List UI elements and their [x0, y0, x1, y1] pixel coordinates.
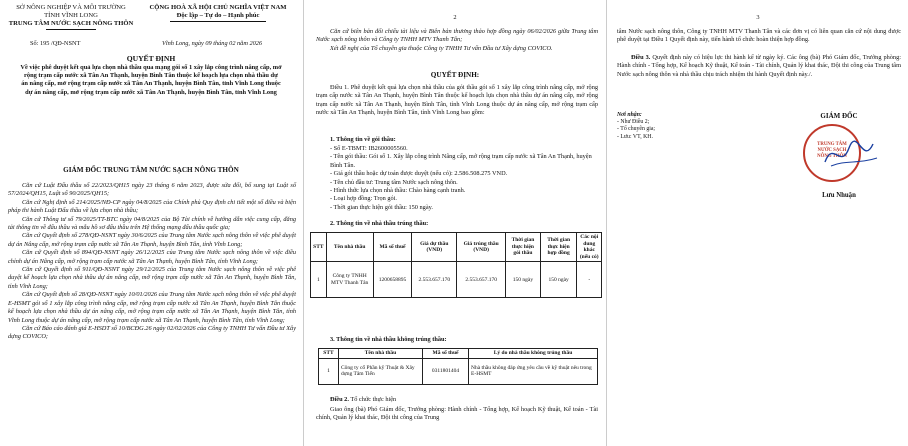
legal-basis: Căn cứ Báo cáo đánh giá E-HSDT số 10/BCĐG.26 ngày 02/02/2026 của Công ty TNHH Tư vấn Đầu tư Xây dựng COVICO; [8, 324, 296, 341]
table-header-cell: Giá dự thầu (VND) [412, 233, 457, 262]
table-header-cell: STT [311, 233, 327, 262]
table-cell: 2.553.657.170 [412, 262, 457, 298]
legal-basis: Căn cứ biên bản đối chiếu tài liệu và Biên bản thương thảo hợp đồng ngày 06/02/2026 giữa Trung tâm Nước sạch nông thôn và Công ty TNHH MTV Thanh Tân; [316, 28, 598, 44]
recipient-item: - Lưu: VT, KH. [617, 133, 653, 140]
issuer-underline [46, 29, 96, 30]
table-cell: Công ty cổ Phần kỹ Thuật & Xây dựng Tâm Tiến [339, 358, 423, 384]
table-header-cell: Giá trúng thầu (VND) [457, 233, 506, 262]
package-info-item: - Tên chủ đầu tư: Trung tâm Nước sạch nông thôn. [330, 178, 458, 186]
place-date: Vĩnh Long, ngày 09 tháng 02 năm 2026 [162, 40, 263, 47]
table-header-cell: Thời gian thực hiện gói thầu [506, 233, 541, 262]
article-2-lead: Tổ chức thực hiện [348, 396, 397, 403]
decide-heading: QUYẾT ĐỊNH: [430, 71, 480, 79]
table-row [319, 358, 598, 384]
recipients-title: Nơi nhận: [617, 112, 642, 118]
table-cell: 150 ngày [506, 262, 541, 298]
document-page-2 [303, 0, 605, 446]
table-cell: 1 [319, 358, 339, 384]
table-cell: 0311801404 [423, 358, 469, 384]
table-header-cell: Tên nhà thầu [326, 233, 373, 262]
legal-basis: Xét đề nghị của Tổ chuyên gia thuộc Công ty TNHH Tư vấn Đầu tư Xây dựng COVICO. [330, 44, 553, 52]
article-2-continued: tâm Nước sạch nông thôn, Công ty TNHH MTV Thanh Tân và các đơn vị có liên quan căn cứ nội dung được phê duyệt tại Điều 1 Quyết định này, tiến hành tổ chức hoàn thiện hợp đồng. [617, 28, 901, 44]
package-info-item: - Loại hợp đồng: Trọn gói. [330, 195, 398, 203]
legal-bases [8, 182, 296, 342]
republic-underline [170, 21, 266, 22]
article-3-title: Điều 3. [631, 54, 651, 61]
signer-name: Lưu Nhuận [822, 192, 856, 199]
article-2-text: Giao ông (bà) Phó Giám đốc, Trưởng phòng: Hành chính - Tổng hợp, Kế hoạch Kỹ thuật, Kế toán - Tài chính, Quản lý khai thác, Đội thi công của Trung [316, 406, 598, 422]
republic-block [136, 4, 300, 22]
legal-basis: Căn cứ Quyết định số 28/QĐ-NSNT ngày 10/01/2026 của Trung tâm Nước sạch nông thôn về việc phê duyệt E-HSMT gói số 1 xây lắp công trình nâng cấp, mở rộng trạm cấp nước xã Tân An Thạnh, huyện Bình Tân thuộc kế hoạch lựa chọn nhà thầu dự án nâng cấp, mở rộng trạm cấp nước xã Tân An Thạnh, huyện Bình Tân, tỉnh Vĩnh Long thuộc dự án nâng cấp, mở rộng trạm cấp nước xã Tân An Thạnh, huyện Bình Tân, tỉnh Vĩnh Long; [8, 291, 296, 324]
article-1: Điều 1. Phê duyệt kết quả lựa chọn nhà thầu của gói thầu gói số 1 xây lắp công trình nâng cấp, mở rộng trạm cấp nước xã Tân An Thạnh, huyện Bình Tân thuộc kế hoạch lựa chọn nhà thầu dự án nâng cấp, mở rộng trạm cấp nước xã Tân An Thạnh, huyện Bình Tân, tỉnh Vĩnh Long thuộc dự án nâng cấp, mở rộng trạm cấp nước xã Tân An Thạnh, huyện Bình Tân, tỉnh Vĩnh Long bao gồm: [316, 84, 598, 117]
table-row [311, 262, 602, 298]
document-page-3 [606, 0, 908, 446]
legal-basis: Căn cứ Thông tư số 79/2025/TT-BTC ngày 04/8/2025 của Bộ Tài chính về hướng dẫn việc cung cấp, đăng tải thông tin về đấu thầu và mẫu hồ sơ đấu thầu trên Hệ thống mạng đấu thầu quốc gia; [8, 215, 296, 232]
ministry-line-2: TỈNH VĨNH LONG [44, 12, 98, 19]
legal-basis: Căn cứ Quyết định số 278/QĐ-NSNT ngày 30/6/2025 của Trung tâm Nước sạch nông thôn về việc phê duyệt dự án Nâng cấp, mở rộng trạm cấp nước xã Tân An Thạnh, huyện Bình Tân, tỉnh Vĩnh Long; [8, 232, 296, 248]
recipient-item: - Như Điều 2; [617, 119, 650, 126]
signer-title: GIÁM ĐỐC [820, 112, 858, 120]
table-cell: Công ty TNHH MTV Thanh Tân [326, 262, 373, 298]
recipients-block [617, 112, 727, 141]
section-3-title: 3. Thông tin về nhà thầu không trúng thầu: [330, 336, 447, 343]
article-2-title: Điều 2. [330, 396, 349, 403]
republic-line-1: CỘNG HOÀ XÃ HỘI CHỦ NGHĨA VIỆT NAM [149, 4, 287, 11]
page-number: 3 [756, 14, 760, 21]
seal-text: TRUNG TÂM NƯỚC SẠCH NÔNG THÔN [817, 142, 847, 159]
table-header-cell: Thời gian thực hiện hợp đồng [540, 233, 577, 262]
bases-continued [316, 28, 598, 53]
table-cell: 2.553.657.170 [457, 262, 506, 298]
package-info-item: - Thời gian thực hiện gói thầu: 150 ngày. [330, 203, 433, 211]
losing-bidder-table [318, 348, 598, 385]
table-cell: 1200658895 [373, 262, 412, 298]
package-info-item: - Hình thức lựa chọn nhà thầu: Chào hàng cạnh tranh. [330, 187, 466, 195]
table-header-cell: Tên nhà thầu [339, 349, 423, 359]
document-page-1 [0, 0, 302, 446]
table-header-cell: Mã số thuế [373, 233, 412, 262]
issuer-block [6, 4, 136, 30]
table-header-cell: Mã số thuế [423, 349, 469, 359]
republic-line-2: Độc lập – Tự do – Hạnh phúc [176, 12, 260, 19]
table-cell: 1 [311, 262, 327, 298]
ministry-line-1: SỞ NÔNG NGHIỆP VÀ MÔI TRƯỜNG [16, 4, 126, 11]
legal-basis: Căn cứ Luật Đấu thầu số 22/2023/QH15 ngày 23 tháng 6 năm 2023, được sửa đổi, bổ sung tại Luật số 57/2024/QH15, Luật số 90/2025/QH15; [8, 182, 296, 198]
winning-bidder-table [310, 232, 602, 298]
package-info-item: - Giá gói thầu hoặc dự toán được duyệt (nếu có): 2.586.508.275 VND. [330, 170, 508, 178]
package-info-list [330, 145, 598, 212]
ministry-line-3: TRUNG TÂM NƯỚC SẠCH NÔNG THÔN [8, 20, 134, 27]
signature-scribble [821, 136, 881, 172]
table-header-cell: STT [319, 349, 339, 359]
table-cell: - [577, 262, 602, 298]
table-cell: 150 ngày [540, 262, 577, 298]
table-header-row [311, 233, 602, 262]
decision-subject: Về việc phê duyệt kết quả lựa chọn nhà thầu qua mạng gói số 1 xây lắp công trình nâng cấp, mở rộng trạm cấp nước xã Tân An Thạnh, huyện Bình Tân thuộc kế hoạch lựa chọn nhà thầu dự án nâng cấp, mở rộng trạm cấp nước xã Tân An Thạnh, huyện Bình Tân, tỉnh Vĩnh Long thuộc dự án nâng cấp, mở rộng trạm cấp nước xã Tân An Thạnh, huyện Bình Tân, tỉnh Vĩnh Long [20, 64, 282, 96]
article-3-text: Quyết định này có hiệu lực thi hành kể từ ngày ký. Các ông (bà) Phó Giám đốc, Trưởng phòng: Hành chính - Tổng hợp, Kế hoạch Kỹ thuật, Kế toán - Tài chính, Quản lý khai thác, Đội thi công của Trung tâm Nước sạch nông thôn và nhà thầu chịu trách nhiệm thi hành Quyết định này./. [617, 54, 901, 78]
doc-number: Số: 195 /QĐ-NSNT [30, 40, 81, 47]
table-cell: Nhà thầu không đáp ứng yêu cầu về kỹ thuật nêu trong E-HSMT [469, 358, 598, 384]
article-3 [617, 54, 901, 79]
legal-basis: Căn cứ Quyết định số 894/QĐ-NSNT ngày 26/12/2025 của Trung tâm Nước sạch nông thôn về việc điều chỉnh dự án Nâng cấp, mở rộng trạm cấp nước xã Tân An Thạnh, huyện Bình Tân, tỉnh Vĩnh Long; [8, 249, 296, 265]
table-header-row [319, 349, 598, 359]
recipient-item: - Tổ chuyên gia; [617, 126, 656, 133]
legal-basis: Căn cứ Quyết định số 911/QĐ-NSNT ngày 29/12/2025 của Trung tâm Nước sạch nông thôn về việc phê duyệt kế hoạch lựa chọn nhà thầu dự án nâng cấp, mở rộng trạm cấp nước xã Tân An Thạnh, huyện Bình Tân, tỉnh Vĩnh Long; [8, 266, 296, 290]
decision-title: QUYẾT ĐỊNH [126, 54, 176, 63]
authority-heading: GIÁM ĐỐC TRUNG TÂM NƯỚC SẠCH NÔNG THÔN [63, 166, 239, 174]
section-2-title: 2. Thông tin về nhà thầu trúng thầu: [330, 220, 429, 227]
section-1-title: 1. Thông tin về gói thầu: [330, 136, 396, 143]
legal-basis: Căn cứ Nghị định số 214/2025/NĐ-CP ngày 04/8/2025 của Chính phủ Quy định chi tiết một số điều và biện pháp thi hành Luật Đấu thầu về lựa chọn nhà thầu; [8, 198, 296, 215]
table-header-cell: Các nội dung khác (nếu có) [577, 233, 602, 262]
package-info-item: - Tên gói thầu: Gói số 1. Xây lắp công trình Nâng cấp, mở rộng trạm cấp nước xã Tân An Thạnh, huyện Bình Tân. [330, 153, 592, 169]
page-number: 2 [453, 14, 457, 21]
package-info-item: - Số E-TBMT: IB2600005560. [330, 145, 408, 152]
article-2-heading [330, 396, 396, 404]
table-header-cell: Lý do nhà thầu không trúng thầu [469, 349, 598, 359]
